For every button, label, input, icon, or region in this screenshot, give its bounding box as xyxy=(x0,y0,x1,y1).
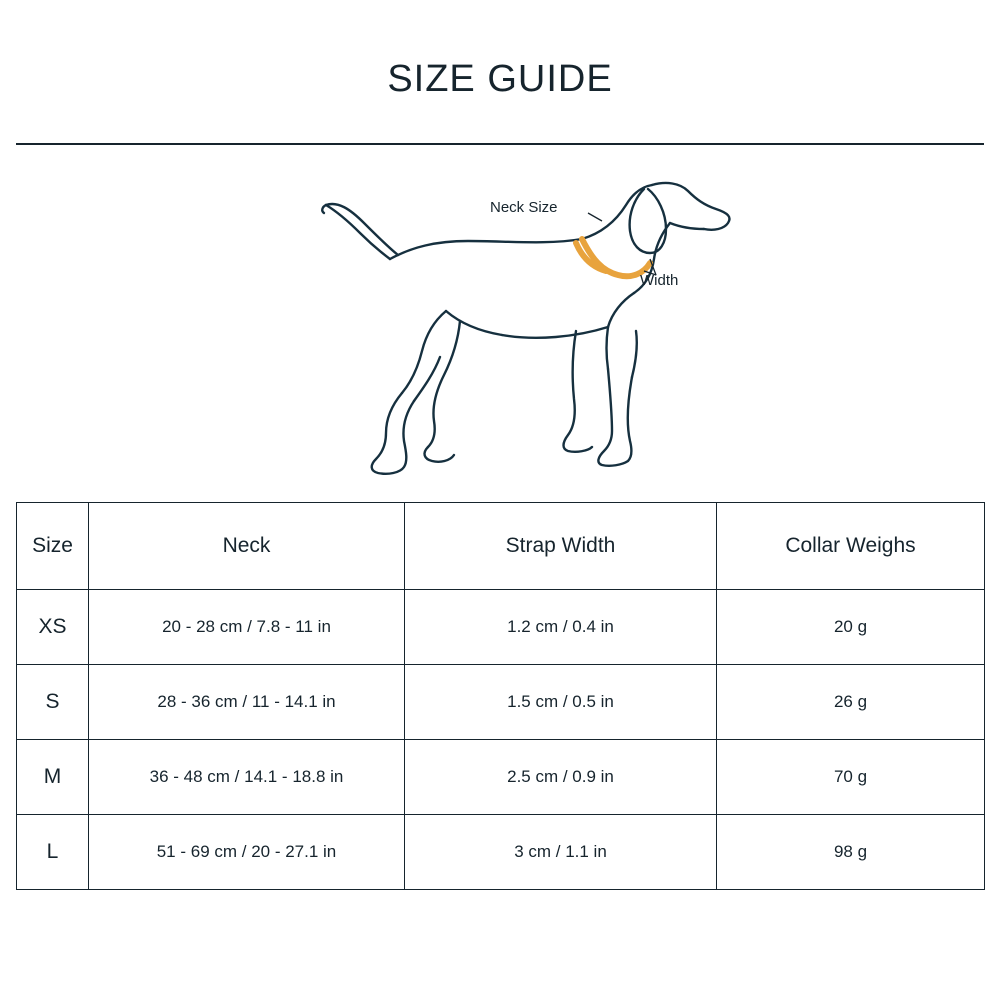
page-title: SIZE GUIDE xyxy=(387,58,613,100)
table-row xyxy=(17,740,985,815)
cell-strap-width: 2.5 cm / 0.9 in xyxy=(405,740,717,815)
cell-neck: 20 - 28 cm / 7.8 - 11 in xyxy=(89,590,405,665)
collar-highlight-icon xyxy=(576,239,650,276)
column-header-size: Size xyxy=(17,503,89,590)
column-header-collar-weighs: Collar Weighs xyxy=(717,503,985,590)
cell-strap-width: 1.2 cm / 0.4 in xyxy=(405,590,717,665)
column-header-strap-width: Strap Width xyxy=(405,503,717,590)
cell-collar-weighs: 98 g xyxy=(717,815,985,890)
table-row xyxy=(17,590,985,665)
cell-neck: 28 - 36 cm / 11 - 14.1 in xyxy=(89,665,405,740)
width-label: Width xyxy=(640,272,679,289)
cell-size: L xyxy=(17,815,89,890)
dog-diagram xyxy=(16,155,984,495)
cell-strap-width: 1.5 cm / 0.5 in xyxy=(405,665,717,740)
size-table xyxy=(16,502,985,890)
neck-size-label: Neck Size xyxy=(490,199,558,216)
cell-strap-width: 3 cm / 1.1 in xyxy=(405,815,717,890)
table-row xyxy=(17,815,985,890)
title-divider xyxy=(16,143,984,145)
table-row xyxy=(17,665,985,740)
cell-size: M xyxy=(17,740,89,815)
cell-neck: 51 - 69 cm / 20 - 27.1 in xyxy=(89,815,405,890)
cell-collar-weighs: 20 g xyxy=(717,590,985,665)
cell-size: XS xyxy=(17,590,89,665)
table-header-row xyxy=(17,503,985,590)
cell-neck: 36 - 48 cm / 14.1 - 18.8 in xyxy=(89,740,405,815)
cell-collar-weighs: 26 g xyxy=(717,665,985,740)
column-header-neck: Neck xyxy=(89,503,405,590)
cell-size: S xyxy=(17,665,89,740)
cell-collar-weighs: 70 g xyxy=(717,740,985,815)
